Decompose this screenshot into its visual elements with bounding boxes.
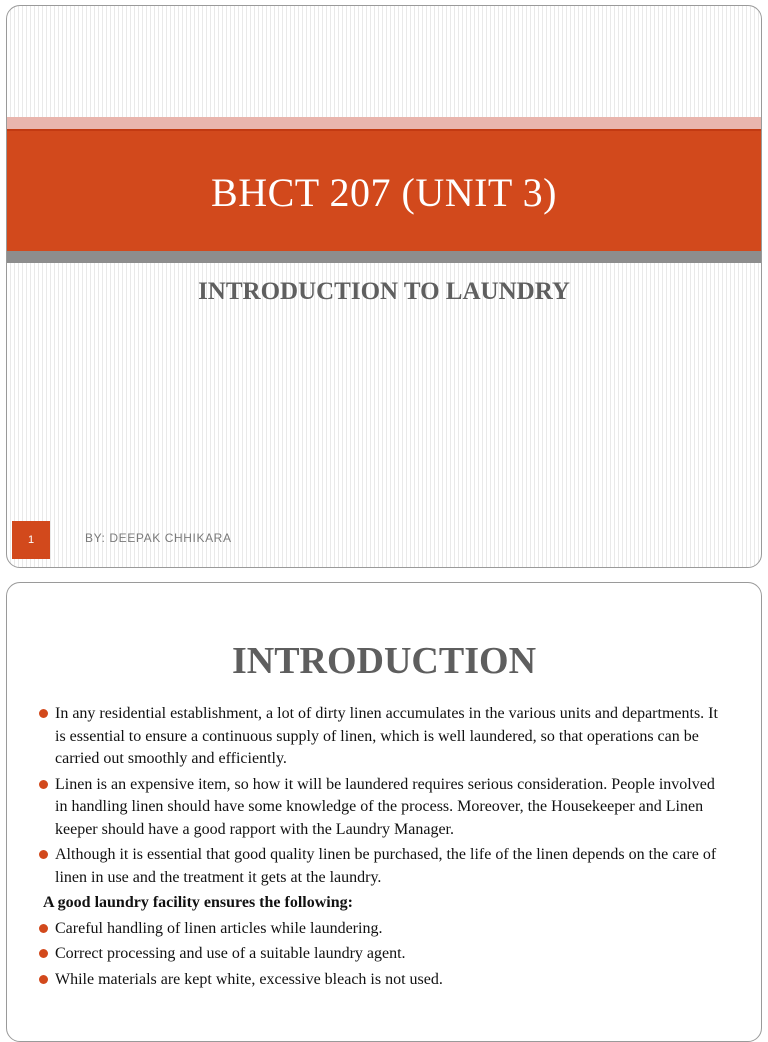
bullet-item [35, 703, 727, 771]
list-item-text: While materials are kept white, excessive bleach is not used. [55, 970, 443, 988]
bullet-dot-icon [39, 975, 48, 984]
bullet-text: In any residential establishment, a lot of dirty linen accumulates in the various units and departments. It is essential to ensure a continuous supply of linen, which is well laundered, so that operations can be carried out smoothly and efficiently. [55, 705, 718, 767]
title-band [7, 129, 761, 253]
bullet-dot-icon [39, 949, 48, 958]
slide-subtitle: INTRODUCTION TO LAUNDRY [198, 278, 570, 305]
bullet-dot-icon [39, 850, 48, 859]
author-credit: BY: DEEPAK CHHIKARA [85, 531, 232, 545]
list-item [35, 943, 727, 966]
bullet-text: Linen is an expensive item, so how it will be laundered requires serious consideration. People involved in handling linen should have some knowledge of the process. Moreover, the Housekeeper and Linen keeper should have a good rapport with the Laundry Manager. [55, 775, 715, 838]
pink-accent-band [7, 117, 761, 129]
bullet-dot-icon [39, 709, 48, 718]
slide-title: BHCT 207 (UNIT 3) [211, 169, 557, 215]
list-item-text: Careful handling of linen articles while laundering. [55, 919, 383, 937]
introduction-slide [6, 582, 762, 1042]
slide-content [35, 703, 727, 994]
bullet-dot-icon [39, 780, 48, 789]
title-slide [6, 5, 762, 568]
list-subheading: A good laundry facility ensures the following: [43, 894, 353, 911]
bullet-text: Although it is essential that good quality linen be purchased, the life of the linen depends on the care of linen in use and the treatment it gets at the laundry. [55, 846, 717, 886]
list-item [35, 969, 727, 992]
slide-heading: INTRODUCTION [231, 640, 537, 682]
bullet-item [35, 844, 727, 889]
list-item-text: Correct processing and use of a suitable laundry agent. [55, 945, 406, 962]
bullet-dot-icon [39, 924, 48, 933]
gray-accent-band [7, 251, 761, 263]
page-number-badge: 1 [12, 521, 50, 559]
bullet-item [35, 774, 727, 842]
list-item [35, 918, 727, 941]
